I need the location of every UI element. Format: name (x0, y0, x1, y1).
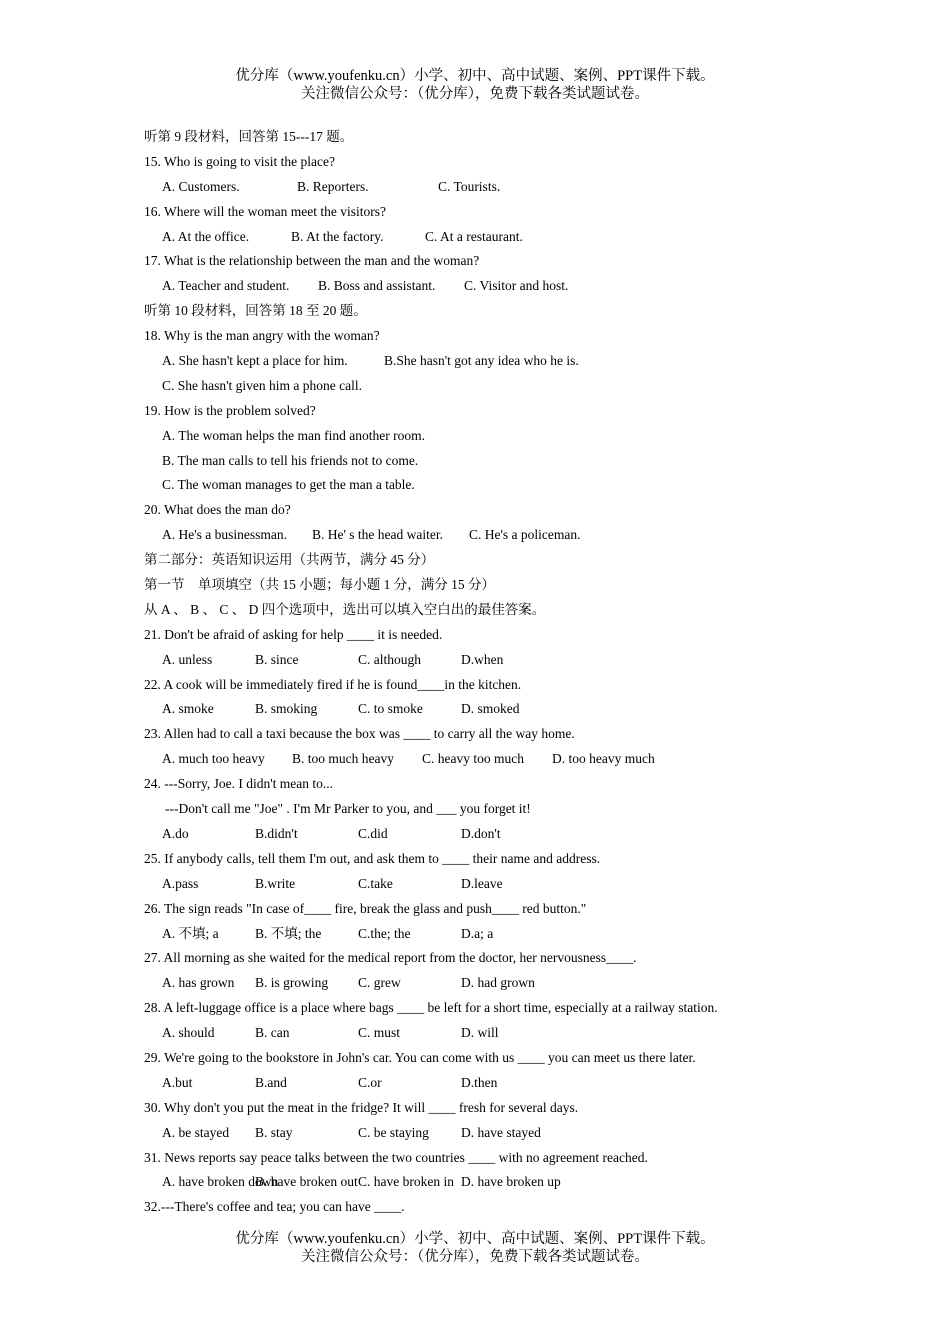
option-row (144, 922, 844, 947)
question: 24. ---Sorry, Joe. I didn't mean to... (144, 776, 334, 792)
answer-option: A.pass (162, 875, 199, 891)
answer-option: B.write (255, 875, 296, 891)
option-row (144, 175, 844, 200)
option-row (144, 449, 844, 474)
option-row (144, 349, 844, 374)
option-row (144, 697, 844, 722)
question: 27. All morning as she waited for the medical report from the doctor, her nervousness____. (144, 950, 637, 966)
answer-option: D.leave (461, 875, 503, 891)
section-heading: 第一节 单项填空（共 15 小题；每小题 1 分，满分 15 分） (144, 577, 495, 593)
option-row (144, 1170, 844, 1195)
answer-option: D. will (461, 1025, 499, 1041)
answer-option: D. have broken up (461, 1174, 561, 1190)
footer-line-1: 优分库（www.youfenku.cn）小学、初中、高中试题、案例、PPT课件下载。 (235, 1231, 715, 1247)
answer-option: C. The woman manages to get the man a table. (162, 477, 415, 493)
answer-option: B. have broken out (255, 1174, 358, 1190)
answer-option: A. unless (162, 651, 213, 667)
question: 16. Where will the woman meet the visitors? (144, 203, 386, 219)
answer-option: C. to smoke (358, 701, 423, 717)
question: 20. What does the man do? (144, 502, 291, 518)
answer-option: B. smoking (255, 701, 318, 717)
answer-option: B. Boss and assistant. (318, 278, 436, 294)
answer-option: B. 不填; the (255, 925, 322, 941)
exam-content (144, 125, 844, 1220)
answer-option: C. although (358, 651, 421, 667)
question: 28. A left-luggage office is a place where bags ____ be left for a short time, especially at a railway station. (144, 1000, 718, 1016)
option-row (144, 822, 844, 847)
option-row (144, 374, 844, 399)
question: 30. Why don't you put the meat in the fridge? It will ____ fresh for several days. (144, 1099, 579, 1115)
question: 17. What is the relationship between the man and the woman? (144, 253, 480, 269)
section-heading: 听第 9 段材料，回答第 15---17 题。 (144, 129, 354, 144)
answer-option: D.then (461, 1074, 498, 1090)
section-heading: 从 A 、 B 、 C 、 D 四个选项中，选出可以填入空白出的最佳答案。 (144, 601, 546, 617)
header-line-1: 优分库（www.youfenku.cn）小学、初中、高中试题、案例、PPT课件下载。 (235, 68, 715, 84)
answer-option: B.She hasn't got any idea who he is. (384, 353, 579, 369)
section-heading: 第二部分：英语知识运用（共两节，满分 45 分） (144, 552, 435, 568)
question: 32.---There's coffee and tea; you can have ____. (144, 1199, 405, 1215)
answer-option: A. 不填; a (162, 925, 219, 941)
option-row (144, 1121, 844, 1146)
answer-option: D. too heavy much (552, 751, 655, 767)
question: 19. How is the problem solved? (144, 402, 316, 418)
answer-option: B. At the factory. (291, 228, 384, 244)
question: 23. Allen had to call a taxi because the box was ____ to carry all the way home. (144, 726, 575, 742)
answer-option: C. Visitor and host. (464, 278, 569, 294)
answer-option: A.do (162, 825, 189, 841)
answer-option: A. At the office. (162, 228, 250, 244)
answer-option: C.take (358, 875, 393, 891)
answer-option: C. must (358, 1025, 401, 1041)
answer-option: A. has grown (162, 975, 235, 991)
answer-option: C.did (358, 825, 388, 841)
answer-option: C.or (358, 1074, 382, 1090)
question: 15. Who is going to visit the place? (144, 153, 335, 169)
answer-option: A. He's a businessman. (162, 527, 288, 543)
question: 25. If anybody calls, tell them I'm out, and ask them to ____ their name and address. (144, 850, 601, 866)
answer-option: D. smoked (461, 701, 520, 717)
option-row (144, 274, 844, 299)
option-row (144, 523, 844, 548)
answer-option: B. stay (255, 1124, 293, 1140)
answer-option: A. Teacher and student. (162, 278, 290, 294)
answer-option: B. since (255, 651, 299, 667)
answer-option: C. Tourists. (438, 178, 501, 194)
answer-option: D. have stayed (461, 1124, 541, 1140)
answer-option: D. had grown (461, 975, 535, 991)
question: 29. We're going to the bookstore in John's car. You can come with us ____ you can meet us there later. (144, 1049, 696, 1065)
answer-option: D.don't (461, 825, 501, 841)
answer-option: B.didn't (255, 825, 298, 841)
answer-option: A. Customers. (162, 178, 240, 194)
answer-option: C. She hasn't given him a phone call. (162, 377, 363, 393)
answer-option: B. The man calls to tell his friends not to come. (162, 452, 419, 468)
option-row (144, 872, 844, 897)
answer-option: B. Reporters. (297, 178, 369, 194)
question: 18. Why is the man angry with the woman? (144, 328, 380, 344)
question: 31. News reports say peace talks between the two countries ____ with no agreement reached. (144, 1149, 648, 1165)
answer-option: A. She hasn't kept a place for him. (162, 353, 348, 369)
question: 26. The sign reads "In case of____ fire, break the glass and push____ red button." (144, 900, 587, 916)
option-row (144, 971, 844, 996)
option-row (144, 225, 844, 250)
answer-option: A. The woman helps the man find another room. (162, 427, 425, 443)
answer-option: D.when (461, 651, 504, 667)
page-footer (0, 1230, 950, 1266)
answer-option: A.but (162, 1074, 193, 1090)
answer-option: A. have broken down (162, 1174, 279, 1190)
option-row (144, 1021, 844, 1046)
footer-line-2: 关注微信公众号：（优分库），免费下载各类试题试卷。 (301, 1249, 649, 1265)
option-row (144, 473, 844, 498)
answer-option: D.a; a (461, 925, 494, 941)
answer-option: B. can (255, 1025, 290, 1041)
answer-option: A. should (162, 1025, 215, 1041)
answer-option: B. too much heavy (292, 751, 394, 767)
dialogue-line: ---Don't call me "Joe" . I'm Mr Parker to you, and ___ you forget it! (165, 801, 531, 817)
header-line-2: 关注微信公众号：（优分库），免费下载各类试题试卷。 (301, 86, 649, 102)
option-row (144, 747, 844, 772)
page-header (0, 67, 950, 103)
option-row (144, 1071, 844, 1096)
answer-option: C. At a restaurant. (425, 228, 523, 244)
answer-option: A. smoke (162, 701, 214, 717)
section-heading: 听第 10 段材料，回答第 18 至 20 题。 (144, 303, 367, 319)
answer-option: B. He' s the head waiter. (312, 527, 444, 543)
answer-option: C. grew (358, 975, 401, 991)
answer-option: C. have broken in (358, 1174, 454, 1190)
answer-option: C.the; the (358, 925, 411, 941)
option-row (144, 424, 844, 449)
answer-option: A. be stayed (162, 1124, 230, 1140)
question: 21. Don't be afraid of asking for help ____ it is needed. (144, 626, 443, 642)
answer-option: C. He's a policeman. (469, 527, 581, 543)
question: 22. A cook will be immediately fired if he is found____in the kitchen. (144, 676, 522, 692)
answer-option: B. is growing (255, 975, 329, 991)
answer-option: B.and (255, 1074, 287, 1090)
answer-option: C. be staying (358, 1124, 429, 1140)
answer-option: C. heavy too much (422, 751, 524, 767)
option-row (144, 648, 844, 673)
answer-option: A. much too heavy (162, 751, 265, 767)
